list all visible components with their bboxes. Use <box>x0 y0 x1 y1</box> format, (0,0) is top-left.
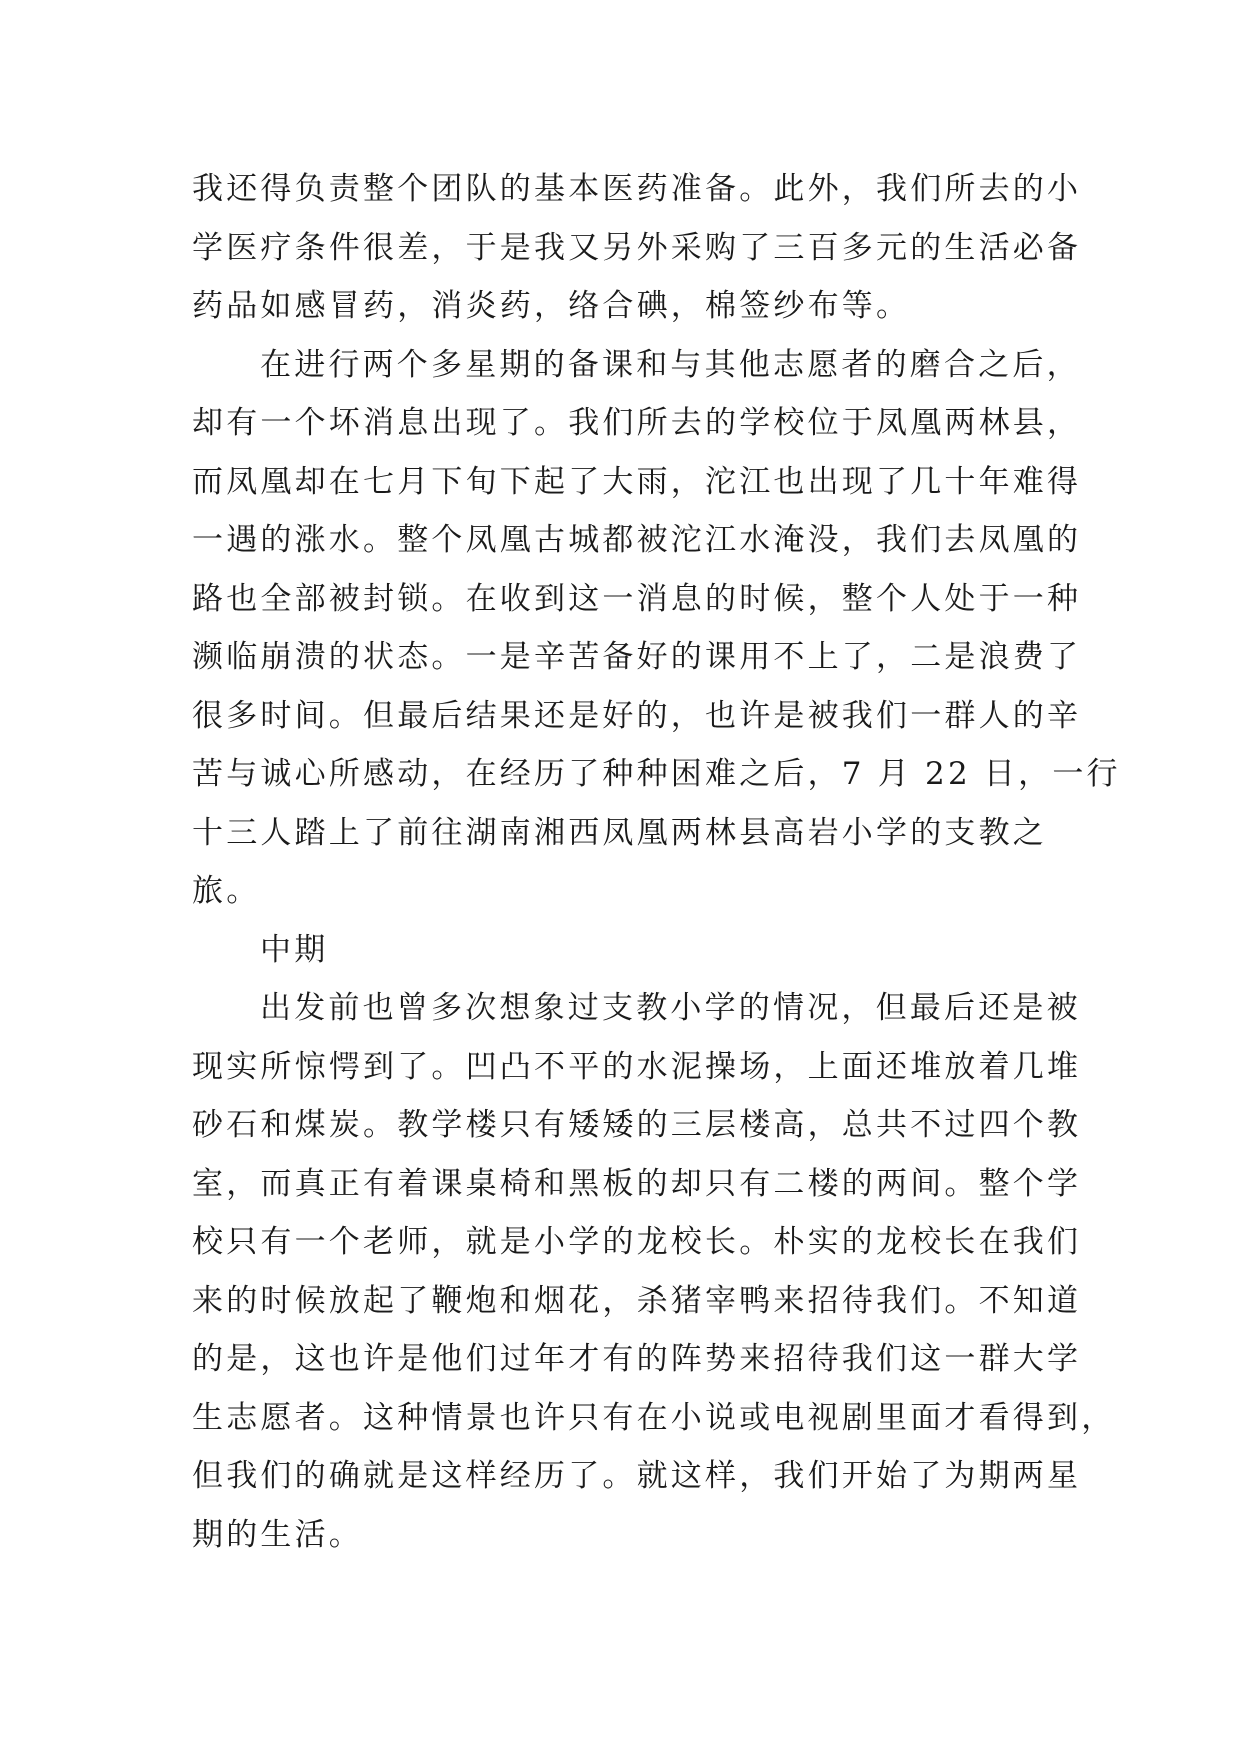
text-line: 而凤凰却在七月下旬下起了大雨，沱江也出现了几十年难得 <box>192 463 1082 500</box>
text-line: 学医疗条件很差，于是我又另外采购了三百多元的生活必备 <box>192 229 1082 266</box>
text-line: 我还得负责整个团队的基本医药准备。此外，我们所去的小 <box>192 171 1082 207</box>
text-line: 的是，这也许是他们过年才有的阵势来招待我们这一群大学 <box>192 1341 1082 1377</box>
paragraph-start-line: 在进行两个多星期的备课和与其他志愿者的磨合之后， <box>260 346 1081 383</box>
text-line: 来的时候放起了鞭炮和烟花，杀猪宰鸭来招待我们。不知道 <box>192 1282 1082 1319</box>
text-line: 濒临崩溃的状态。一是辛苦备好的课用不上了，二是浪费了 <box>192 639 1082 675</box>
document-body <box>192 160 1121 1564</box>
text-line: 生志愿者。这种情景也许只有在小说或电视剧里面才看得到， <box>192 1399 1116 1436</box>
text-line: 却有一个坏消息出现了。我们所去的学校位于凤凰两林县， <box>192 405 1082 441</box>
text-line: 现实所惊愕到了。凹凸不平的水泥操场，上面还堆放着几堆 <box>192 1048 1082 1085</box>
text-line: 室，而真正有着课桌椅和黑板的却只有二楼的两间。整个学 <box>192 1165 1082 1202</box>
text-line: 但我们的确就是这样经历了。就这样，我们开始了为期两星 <box>192 1458 1082 1494</box>
text-line: 苦与诚心所感动，在经历了种种困难之后，7 月 22 日，一行 <box>192 756 1121 792</box>
text-line: 旅。 <box>192 873 261 909</box>
text-line: 药品如感冒药，消炎药，络合碘，棉签纱布等。 <box>192 288 911 324</box>
text-line: 期的生活。 <box>192 1516 363 1553</box>
text-line: 砂石和煤炭。教学楼只有矮矮的三层楼高，总共不过四个教 <box>192 1107 1082 1143</box>
text-line: 很多时间。但最后结果还是好的，也许是被我们一群人的辛 <box>192 697 1082 734</box>
paragraph-start-line: 出发前也曾多次想象过支教小学的情况，但最后还是被 <box>260 990 1081 1026</box>
text-line: 十三人踏上了前往湖南湘西凤凰两林县高岩小学的支教之 <box>192 814 1047 851</box>
section-heading: 中期 <box>260 931 329 968</box>
text-line: 路也全部被封锁。在收到这一消息的时候，整个人处于一种 <box>192 580 1082 617</box>
text-line: 校只有一个老师，就是小学的龙校长。朴实的龙校长在我们 <box>192 1224 1082 1260</box>
text-line: 一遇的涨水。整个凤凰古城都被沱江水淹没，我们去凤凰的 <box>192 522 1082 558</box>
